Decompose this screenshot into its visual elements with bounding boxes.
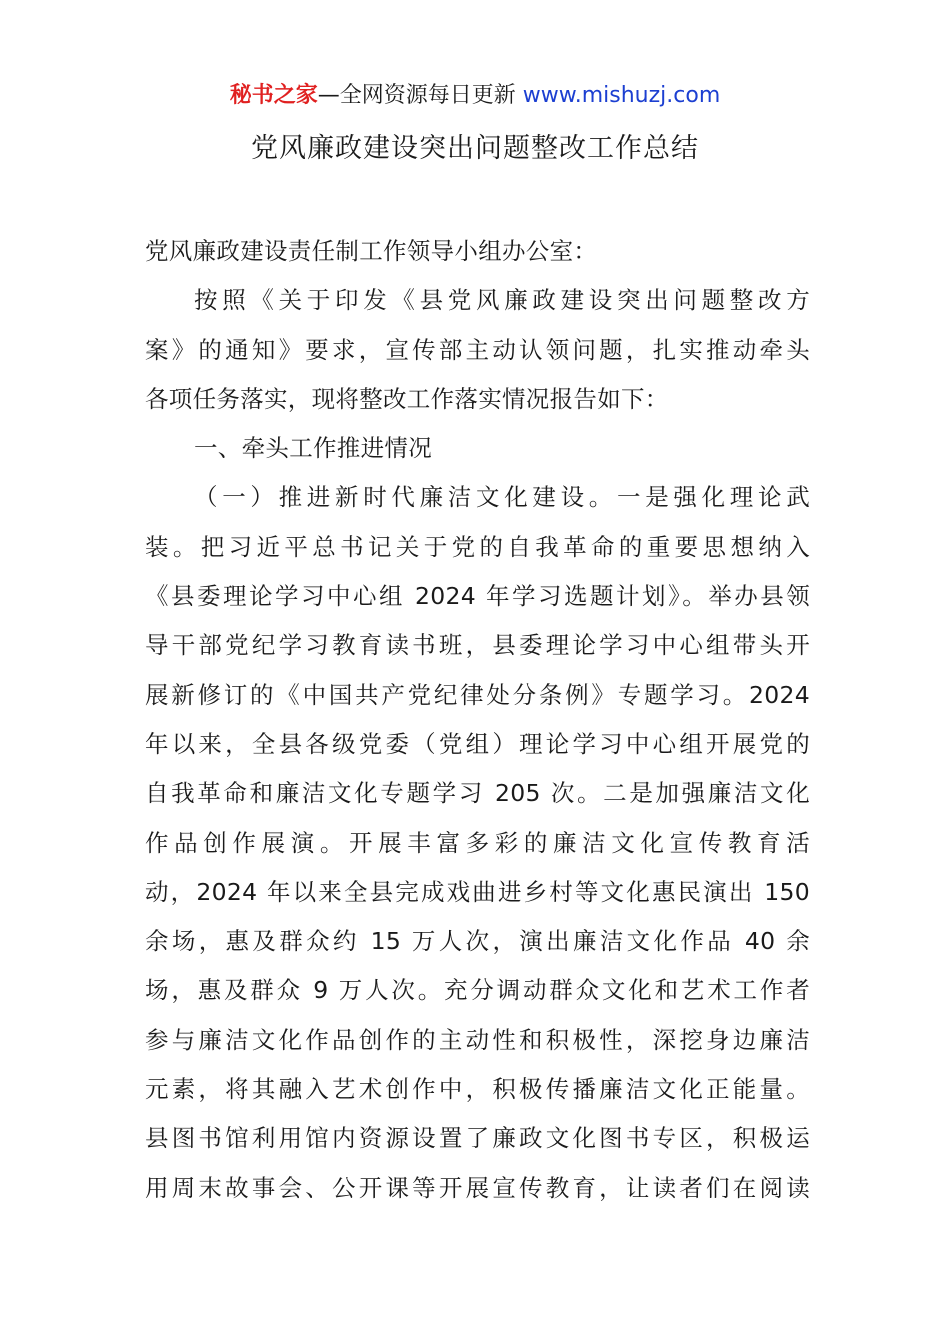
document-title: 党风廉政建设突出问题整改工作总结 (251, 133, 699, 164)
paragraph-line: 年以来，全县各级党委（党组）理论学习中心组开展党的 (145, 729, 810, 758)
paragraph-line: 案》的通知》要求，宣传部主动认领问题，扎实推动牵头 (145, 335, 810, 364)
paragraph-line: 《县委理论学习中心组 2024 年学习选题计划》。举办县领 (145, 582, 810, 611)
paragraph-line: 用周末故事会、公开课等开展宣传教育，让读者们在阅读 (145, 1173, 810, 1202)
paragraph-line: 动，2024 年以来全县完成戏曲进乡村等文化惠民演出 150 (145, 877, 810, 906)
paragraph-line: 按照《关于印发《县党风廉政建设突出问题整改方 (194, 286, 810, 315)
site-header (0, 80, 950, 112)
salutation-line: 党风廉政建设责任制工作领导小组办公室： (145, 237, 598, 265)
paragraph-line: （一）推进新时代廉洁文化建设。一是强化理论武 (194, 483, 810, 512)
paragraph-line: 自我革命和廉洁文化专题学习 205 次。二是加强廉洁文化 (145, 779, 810, 808)
site-url-link[interactable]: www.mishuzj.com (515, 83, 721, 108)
document-body (145, 227, 810, 1213)
paragraph-line: 参与廉洁文化作品创作的主动性和积极性，深挖身边廉洁 (145, 1025, 810, 1054)
paragraph-line: 余场，惠及群众约 15 万人次，演出廉洁文化作品 40 余 (145, 927, 810, 956)
paragraph-line: 导干部党纪学习教育读书班，县委理论学习中心组带头开 (145, 631, 810, 660)
paragraph-line: 县图书馆利用馆内资源设置了廉政文化图书专区，积极运 (145, 1124, 810, 1153)
paragraph-line: 元素，将其融入艺术创作中，积极传播廉洁文化正能量。 (145, 1075, 810, 1104)
paragraph-line: 场，惠及群众 9 万人次。充分调动群众文化和艺术工作者 (145, 976, 810, 1005)
paragraph-line: 各项任务落实，现将整改工作落实情况报告如下： (145, 384, 669, 413)
paragraph-line: 装。把习近平总书记关于党的自我革命的重要思想纳入 (145, 532, 810, 561)
paragraph-line: 展新修订的《中国共产党纪律处分条例》专题学习。2024 (145, 680, 810, 709)
site-brand: 秘书之家 (229, 83, 318, 108)
section-heading: 一、牵头工作推进情况 (194, 434, 432, 463)
site-tagline: —全网资源每日更新 (317, 83, 516, 108)
paragraph-line: 作品创作展演。开展丰富多彩的廉洁文化宣传教育活 (145, 828, 810, 857)
